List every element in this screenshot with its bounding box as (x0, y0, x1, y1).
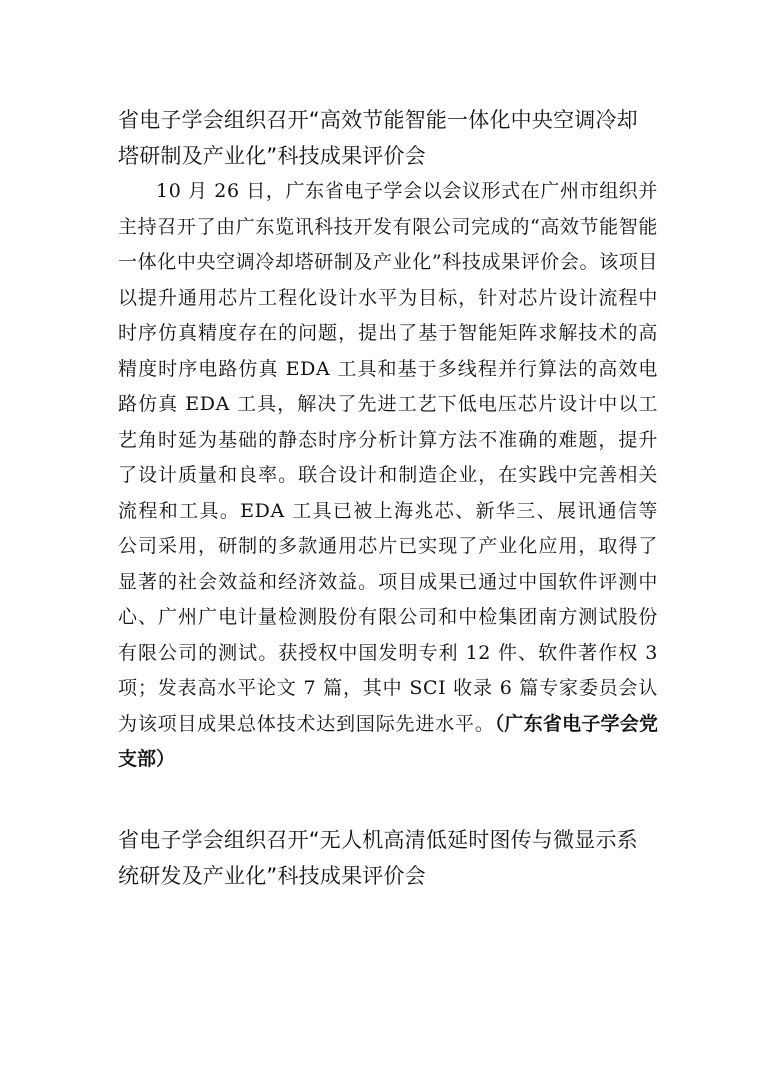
article-body (118, 174, 658, 778)
article-cooling-tower (118, 102, 658, 778)
article-drone-display (118, 822, 658, 894)
article-source: （广东省电子学会党支部） (118, 712, 658, 770)
article-body-text: 10 月 26 日，广东省电子学会以会议形式在广州市组织并主持召开了由广东览讯科技开发有限公司完成的“高效节能智能一体化中央空调冷却塔研制及产业化”科技成果评价会。该项目以提升通用芯片工程化设计水平为目标，针对芯片设计流程中时序仿真精度存在的问题，提出了基于智能矩阵求解技术的高精度时序电路仿真 EDA 工具和基于多线程并行算法的高效电路仿真 EDA 工具，解决了先进工艺下低电压芯片设计中以工艺角时延为基础的静态时序分析计算方法不准确的难题，提升了设计质量和良率。联合设计和制造企业，在实践中完善相关流程和工具。EDA 工具已被上海兆芯、新华三、展讯通信等公司采用，研制的多款通用芯片已实现了产业化应用，取得了显著的社会效益和经济效益。项目成果已通过中国软件评测中心、广州广电计量检测股份有限公司和中检集团南方测试股份有限公司的测试。获授权中国发明专利 12 件、软件著作权 3 项；发表高水平论文 7 篇，其中 SCI 收录 6 篇专家委员会认为该项目成果总体技术达到国际先进水平。 (118, 180, 658, 735)
article-title: 省电子学会组织召开“无人机高清低延时图传与微显示系统研发及产业化”科技成果评价会 (118, 828, 638, 888)
article-title: 省电子学会组织召开“高效节能智能一体化中央空调冷却塔研制及产业化”科技成果评价会 (118, 108, 638, 168)
